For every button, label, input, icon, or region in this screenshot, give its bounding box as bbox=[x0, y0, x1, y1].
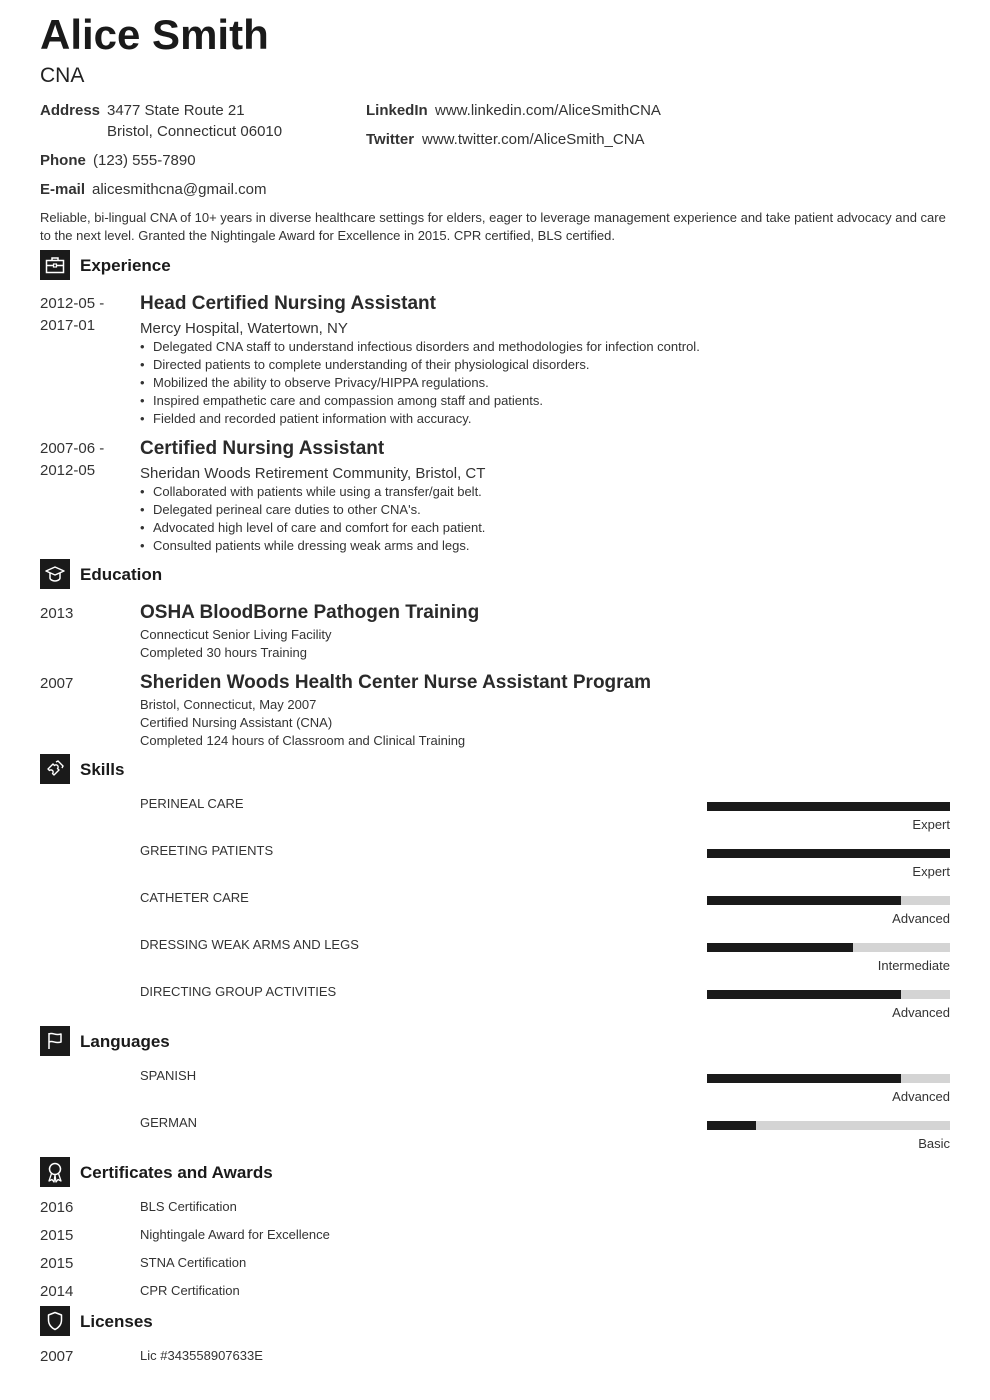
experience-date-start: 2012-05 - bbox=[40, 295, 105, 312]
experience-title: Head Certified Nursing Assistant bbox=[140, 293, 436, 314]
graduation-cap-icon bbox=[40, 559, 70, 589]
skill-level-label: Intermediate bbox=[877, 958, 950, 973]
puzzle-icon bbox=[40, 754, 70, 784]
language-name: SPANISH bbox=[140, 1068, 197, 1083]
education-title: Sheriden Woods Health Center Nurse Assistant Program bbox=[140, 672, 652, 693]
certificate-year: 2016 bbox=[40, 1199, 74, 1216]
license-year: 2007 bbox=[40, 1348, 74, 1365]
language-level-fill bbox=[707, 1074, 901, 1083]
award-ribbon-icon bbox=[40, 1157, 70, 1187]
experience-date-start: 2007-06 - bbox=[40, 440, 105, 457]
skill-level-label: Expert bbox=[912, 817, 950, 832]
certificate-name: STNA Certification bbox=[140, 1255, 247, 1270]
education-line: Completed 30 hours Training bbox=[140, 645, 307, 660]
licenses-heading: Licenses bbox=[80, 1312, 153, 1331]
skill-level-label: Advanced bbox=[892, 911, 950, 926]
language-name: GERMAN bbox=[140, 1115, 198, 1130]
skill-level-fill bbox=[707, 990, 901, 999]
skill-level-fill bbox=[707, 896, 901, 905]
list-item: • Inspired empathetic care and compassion among staff and patients. bbox=[140, 392, 700, 410]
skill-level-bar bbox=[707, 943, 950, 952]
skill-level-label: Expert bbox=[912, 864, 950, 879]
skills-heading: Skills bbox=[80, 760, 125, 779]
skill-name: PERINEAL CARE bbox=[140, 796, 244, 811]
list-item: • Fielded and recorded patient information with accuracy. bbox=[140, 410, 700, 428]
candidate-name: Alice Smith bbox=[40, 11, 269, 58]
certificate-name: Nightingale Award for Excellence bbox=[140, 1227, 330, 1242]
languages-heading: Languages bbox=[80, 1032, 170, 1051]
skill-level-label: Advanced bbox=[892, 1005, 950, 1020]
skill-level-fill bbox=[707, 802, 950, 811]
list-item: • Directed patients to complete understanding of their physiological disorders. bbox=[140, 356, 700, 374]
education-line: Certified Nursing Assistant (CNA) bbox=[140, 715, 333, 730]
language-level-bar bbox=[707, 1074, 950, 1083]
experience-company: Mercy Hospital, Watertown, NY bbox=[140, 320, 348, 337]
skill-name: CATHETER CARE bbox=[140, 890, 249, 905]
list-item: • Consulted patients while dressing weak arms and legs. bbox=[140, 537, 485, 555]
certificate-year: 2015 bbox=[40, 1227, 74, 1244]
experience-bullets bbox=[140, 483, 485, 555]
certificates-heading: Certificates and Awards bbox=[80, 1163, 273, 1182]
certificate-year: 2015 bbox=[40, 1255, 74, 1272]
twitter-value: www.twitter.com/AliceSmith_CNA bbox=[422, 131, 645, 148]
certificate-name: CPR Certification bbox=[140, 1283, 240, 1298]
language-level-bar bbox=[707, 1121, 950, 1130]
email-label: E-mail bbox=[40, 181, 86, 198]
list-item: • Delegated CNA staff to understand infectious disorders and methodologies for infection control. bbox=[140, 338, 700, 356]
address-line-2: Bristol, Connecticut 06010 bbox=[107, 123, 283, 140]
address-label: Address bbox=[40, 102, 101, 119]
flag-icon bbox=[40, 1026, 70, 1056]
experience-company: Sheridan Woods Retirement Community, Bristol, CT bbox=[140, 465, 486, 482]
skill-level-fill bbox=[707, 849, 950, 858]
experience-title: Certified Nursing Assistant bbox=[140, 438, 385, 459]
language-level-label: Basic bbox=[918, 1136, 950, 1151]
certificate-name: BLS Certification bbox=[140, 1199, 237, 1214]
skill-level-bar bbox=[707, 896, 950, 905]
skill-name: DRESSING WEAK ARMS AND LEGS bbox=[140, 937, 359, 952]
job-title: CNA bbox=[40, 64, 85, 87]
skill-level-bar bbox=[707, 802, 950, 811]
list-item: • Mobilized the ability to observe Privacy/HIPPA regulations. bbox=[140, 374, 700, 392]
education-line: Completed 124 hours of Classroom and Clinical Training bbox=[140, 733, 466, 748]
experience-date-end: 2012-05 bbox=[40, 462, 96, 479]
linkedin-value: www.linkedin.com/AliceSmithCNA bbox=[435, 102, 661, 119]
education-line: Bristol, Connecticut, May 2007 bbox=[140, 697, 317, 712]
skill-name: GREETING PATIENTS bbox=[140, 843, 274, 858]
phone-label: Phone bbox=[40, 152, 86, 169]
list-item: • Advocated high level of care and comfort for each patient. bbox=[140, 519, 485, 537]
email-value: alicesmithcna@gmail.com bbox=[92, 181, 267, 198]
address-line-1: 3477 State Route 21 bbox=[107, 102, 245, 119]
experience-heading: Experience bbox=[80, 256, 171, 275]
education-heading: Education bbox=[80, 565, 163, 584]
experience-bullets bbox=[140, 338, 700, 428]
twitter-label: Twitter bbox=[366, 131, 415, 148]
list-item: • Collaborated with patients while using a transfer/gait belt. bbox=[140, 483, 485, 501]
education-year: 2007 bbox=[40, 675, 74, 692]
list-item: • Delegated perineal care duties to other CNA's. bbox=[140, 501, 485, 519]
language-level-label: Advanced bbox=[892, 1089, 950, 1104]
profile-summary: Reliable, bi-lingual CNA of 10+ years in diverse healthcare settings for elders, eager to leverage management experience and take patient advocacy and care to the next level. Granted the Nightingale Award for Excellence in 2015. CPR certified, BLS certified. bbox=[40, 210, 946, 243]
skill-level-bar bbox=[707, 990, 950, 999]
skill-level-fill bbox=[707, 943, 853, 952]
certificate-year: 2014 bbox=[40, 1283, 74, 1300]
education-year: 2013 bbox=[40, 605, 74, 622]
language-level-fill bbox=[707, 1121, 756, 1130]
experience-date-end: 2017-01 bbox=[40, 317, 96, 334]
license-name: Lic #343558907633E bbox=[140, 1348, 263, 1363]
linkedin-label: LinkedIn bbox=[366, 102, 428, 119]
skill-name: DIRECTING GROUP ACTIVITIES bbox=[140, 984, 337, 999]
education-line: Connecticut Senior Living Facility bbox=[140, 627, 332, 642]
briefcase-icon bbox=[40, 250, 70, 280]
phone-value: (123) 555-7890 bbox=[93, 152, 196, 169]
shield-icon bbox=[40, 1306, 70, 1336]
education-title: OSHA BloodBorne Pathogen Training bbox=[140, 602, 480, 623]
skill-level-bar bbox=[707, 849, 950, 858]
